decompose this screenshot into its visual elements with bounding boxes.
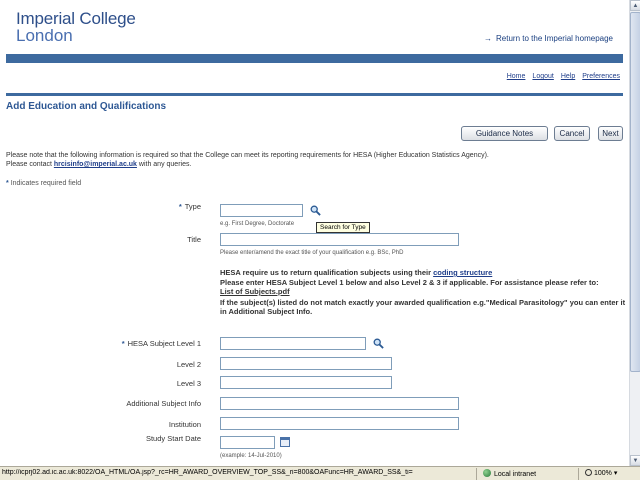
zoom-control[interactable]: 100% ▾ bbox=[585, 469, 617, 477]
start-date-input[interactable] bbox=[220, 436, 275, 449]
additional-info-input[interactable] bbox=[220, 397, 459, 410]
hesa-notice bbox=[6, 151, 606, 169]
hesa-info-line2: Please enter HESA Subject Level 1 below and also Level 2 & 3 if applicable. For assistance please refer to: bbox=[220, 277, 599, 287]
zone-label: Local intranet bbox=[494, 471, 537, 478]
level2-label: Level 2 bbox=[176, 360, 201, 369]
list-of-subjects-link[interactable]: List of Subjects.pdf bbox=[220, 287, 290, 296]
security-zone[interactable] bbox=[483, 469, 536, 478]
hesa-level1-required-star: * bbox=[121, 339, 125, 348]
required-note-text: Indicates required field bbox=[10, 180, 82, 187]
logout-link[interactable]: Logout bbox=[532, 73, 554, 80]
status-bar bbox=[0, 466, 640, 480]
level3-input[interactable] bbox=[220, 376, 392, 389]
scrollbar-thumb[interactable] bbox=[630, 12, 640, 372]
help-link[interactable]: Help bbox=[560, 73, 576, 80]
zoom-icon bbox=[585, 469, 592, 476]
title-divider bbox=[6, 93, 623, 96]
globe-icon bbox=[483, 469, 491, 477]
hesa-level1-label bbox=[122, 339, 201, 348]
institution-input[interactable] bbox=[220, 417, 459, 430]
hesa-info bbox=[220, 268, 629, 317]
status-separator bbox=[476, 468, 477, 480]
hesa-info-line1 bbox=[220, 268, 629, 278]
guidance-notes-button[interactable]: Guidance Notes bbox=[461, 126, 548, 141]
institution-label: Institution bbox=[168, 420, 201, 429]
search-type-tooltip: Search for Type bbox=[316, 222, 370, 233]
hesa-level1-input[interactable] bbox=[220, 337, 366, 350]
zoom-level: 100% bbox=[594, 470, 612, 477]
level2-input[interactable] bbox=[220, 357, 392, 370]
preferences-link[interactable]: Preferences bbox=[582, 73, 620, 80]
title-input[interactable] bbox=[220, 233, 459, 246]
return-homepage-label: Return to the Imperial homepage bbox=[496, 34, 613, 43]
page-title: Add Education and Qualifications bbox=[6, 101, 167, 112]
type-input[interactable] bbox=[220, 204, 303, 217]
header-band bbox=[6, 54, 623, 63]
hesa-level1-label-text: HESA Subject Level 1 bbox=[127, 339, 201, 348]
notice-line1: Please note that the following information is required so that the College can meet its reporting requirements for HESA (Higher Education Statistics Agency). bbox=[6, 152, 489, 159]
status-url: http://icprj02.ad.ic.ac.uk:8022/OA_HTML/OA.jsp?_rc=HR_AWARD_OVERVIEW_TOP_SS&_ri=800&OAFunc=HR_AWARD_SS&_ti= bbox=[2, 469, 413, 476]
type-label-text: Type bbox=[184, 202, 201, 211]
home-link[interactable]: Home bbox=[506, 73, 526, 80]
start-date-label: Study Start Date bbox=[145, 434, 201, 443]
next-button[interactable]: Next bbox=[598, 126, 623, 141]
return-homepage-link[interactable] bbox=[484, 34, 613, 43]
coding-structure-link[interactable]: coding structure bbox=[433, 268, 493, 277]
notice-line2-prefix: Please contact bbox=[6, 161, 54, 168]
status-separator bbox=[578, 468, 579, 480]
logo-line2: London bbox=[16, 26, 73, 45]
additional-info-label: Additional Subject Info bbox=[126, 399, 201, 408]
required-field-note bbox=[6, 180, 81, 187]
logo-line1: Imperial College bbox=[16, 9, 136, 28]
arrow-right-icon: → bbox=[484, 34, 493, 43]
hesa-info-line1-text: HESA require us to return qualification subjects using their bbox=[220, 268, 434, 277]
calendar-icon[interactable] bbox=[280, 437, 290, 447]
title-label: Title bbox=[187, 235, 201, 244]
start-date-hint: (example: 14-Jul-2010) bbox=[220, 453, 282, 459]
contact-email-link[interactable]: hrcisinfo@imperial.ac.uk bbox=[53, 161, 137, 168]
search-icon[interactable] bbox=[310, 205, 321, 216]
vertical-scrollbar[interactable] bbox=[629, 0, 640, 466]
cancel-button[interactable]: Cancel bbox=[554, 126, 590, 141]
required-star-icon: * bbox=[6, 180, 9, 187]
type-required-star: * bbox=[178, 202, 182, 211]
global-links bbox=[500, 73, 620, 80]
scroll-down-icon[interactable]: ▼ bbox=[630, 455, 640, 466]
imperial-logo[interactable] bbox=[16, 10, 136, 44]
hesa-info-line5: in Additional Subject Info. bbox=[220, 307, 313, 316]
type-hint: e.g. First Degree, Doctorate bbox=[220, 221, 295, 227]
level3-label: Level 3 bbox=[176, 379, 201, 388]
search-icon[interactable] bbox=[373, 338, 384, 349]
scroll-up-icon[interactable]: ▲ bbox=[630, 0, 640, 11]
type-label bbox=[179, 202, 201, 211]
hesa-info-line4: If the subject(s) listed do not match exactly your awarded qualification e.g."Medical Parasitology" you can enter it bbox=[220, 297, 626, 307]
title-hint: Please enter/amend the exact title of your qualification e.g. BSc, PhD bbox=[220, 250, 404, 256]
notice-line2-suffix: with any queries. bbox=[136, 161, 192, 168]
